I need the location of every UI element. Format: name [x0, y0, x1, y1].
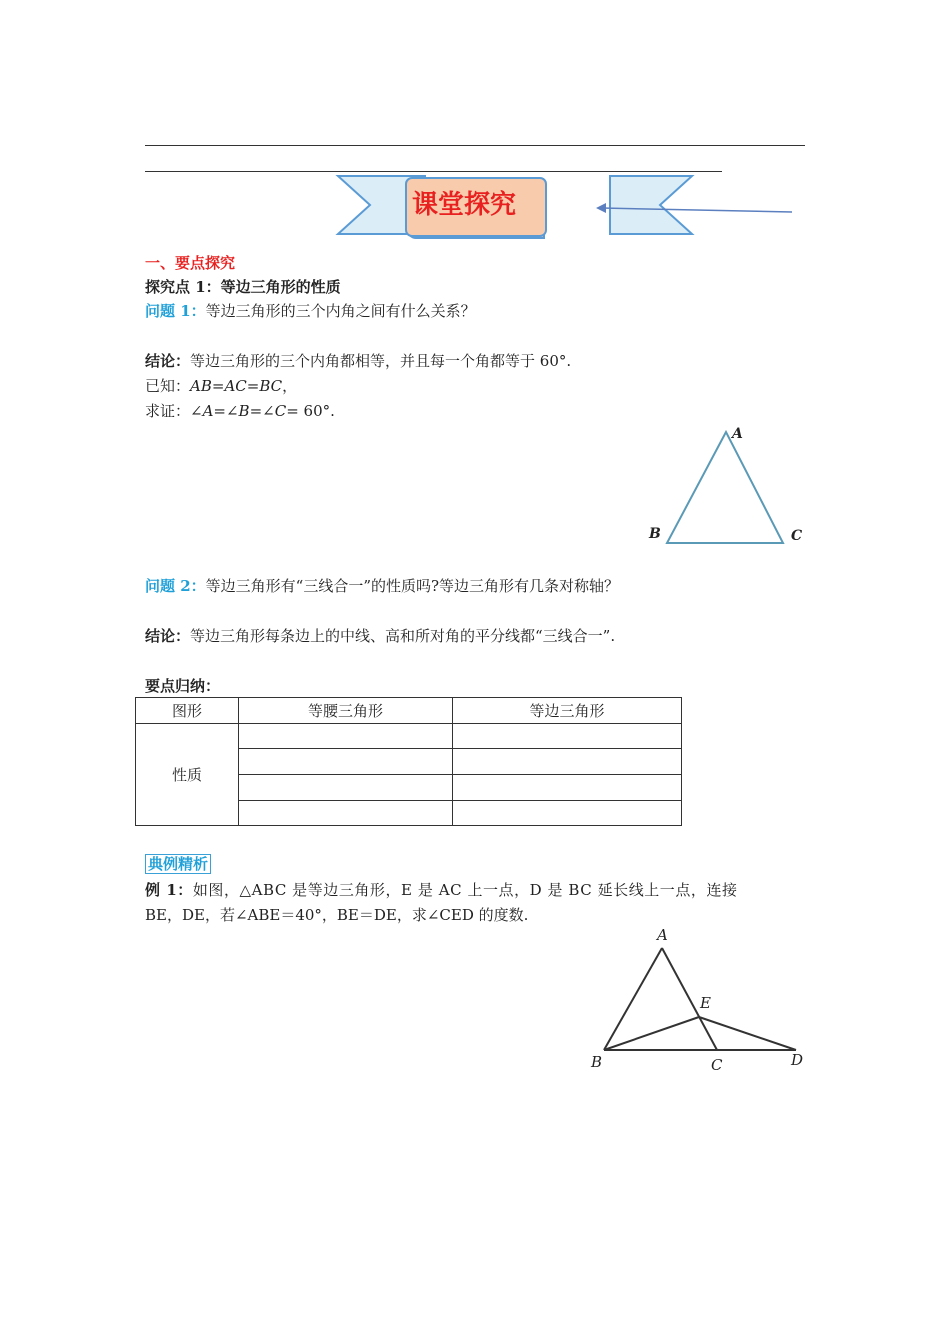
question-1 — [145, 301, 476, 321]
table-cell[interactable] — [239, 775, 453, 801]
summary-label: 要点归纳： — [145, 677, 221, 695]
given-formula: AB=AC=BC — [190, 377, 283, 395]
label-a2: A — [657, 926, 668, 944]
table-cell[interactable] — [239, 749, 453, 775]
table-cell[interactable] — [453, 724, 682, 749]
table-cell[interactable] — [239, 724, 453, 749]
header-shape: 图形 — [136, 698, 239, 724]
conclusion-1-label: 结论： — [145, 352, 191, 370]
example-tag-label: 典例精析 — [145, 854, 211, 874]
table-cell[interactable] — [453, 749, 682, 775]
row-label-property: 性质 — [136, 724, 239, 826]
example-1-line-2: BE，DE，若∠ABE＝40°，BE＝DE，求∠CED 的度数. — [145, 906, 529, 924]
given-suffix: ， — [282, 377, 298, 395]
prove-suffix: = 60°. — [286, 402, 335, 420]
table-cell[interactable] — [453, 801, 682, 826]
example-1-line-1 — [145, 880, 738, 900]
conclusion-2-label: 结论： — [145, 627, 191, 645]
figure-example-1 — [580, 922, 820, 1077]
conclusion-1 — [145, 351, 571, 371]
question-2 — [145, 576, 619, 596]
label-d2: D — [791, 1051, 804, 1069]
label-b2: B — [591, 1053, 603, 1071]
label-b: B — [649, 526, 661, 542]
conclusion-2-text: 等边三角形每条边上的中线、高和所对角的平分线都“三线合一”. — [190, 627, 616, 645]
prove-formula: ∠A=∠B=∠C — [190, 402, 287, 420]
section-heading: 一、要点探究 — [145, 254, 236, 272]
question-1-label: 问题 1： — [145, 302, 206, 320]
given-prefix: 已知： — [145, 377, 191, 395]
label-a: A — [732, 426, 743, 442]
prove-statement — [145, 401, 335, 421]
triangle-abc — [667, 432, 783, 543]
explore-point-1: 探究点 1：等边三角形的性质 — [145, 278, 341, 296]
table-cell[interactable] — [453, 775, 682, 801]
figure-equilateral-triangle — [640, 420, 820, 555]
answer-line-1 — [145, 145, 805, 146]
prove-prefix: 求证： — [145, 402, 191, 420]
label-e2: E — [700, 994, 711, 1012]
conclusion-1-text: 等边三角形的三个内角都相等，并且每一个角都等于 60°. — [190, 352, 572, 370]
header-isosceles: 等腰三角形 — [239, 698, 453, 724]
example-1-label: 例 1： — [145, 881, 193, 899]
conclusion-2 — [145, 626, 615, 646]
label-c: C — [791, 528, 803, 544]
question-1-text: 等边三角形的三个内角之间有什么关系？ — [205, 302, 476, 320]
question-2-label: 问题 2： — [145, 577, 206, 595]
label-c2: C — [711, 1056, 723, 1074]
question-2-text: 等边三角形有“三线合一”的性质吗?等边三角形有几条对称轴？ — [205, 577, 620, 595]
table-cell[interactable] — [239, 801, 453, 826]
given-statement — [145, 376, 297, 396]
banner-title: 课堂探究 — [412, 190, 517, 220]
header-equilateral: 等边三角形 — [453, 698, 682, 724]
example-tag — [145, 854, 211, 874]
summary-table — [135, 697, 682, 826]
example-1-text-1: 如图，△ABC 是等边三角形，E 是 AC 上一点，D 是 BC 延长线上一点，连接 — [192, 881, 738, 899]
banner-ribbon — [330, 172, 800, 244]
